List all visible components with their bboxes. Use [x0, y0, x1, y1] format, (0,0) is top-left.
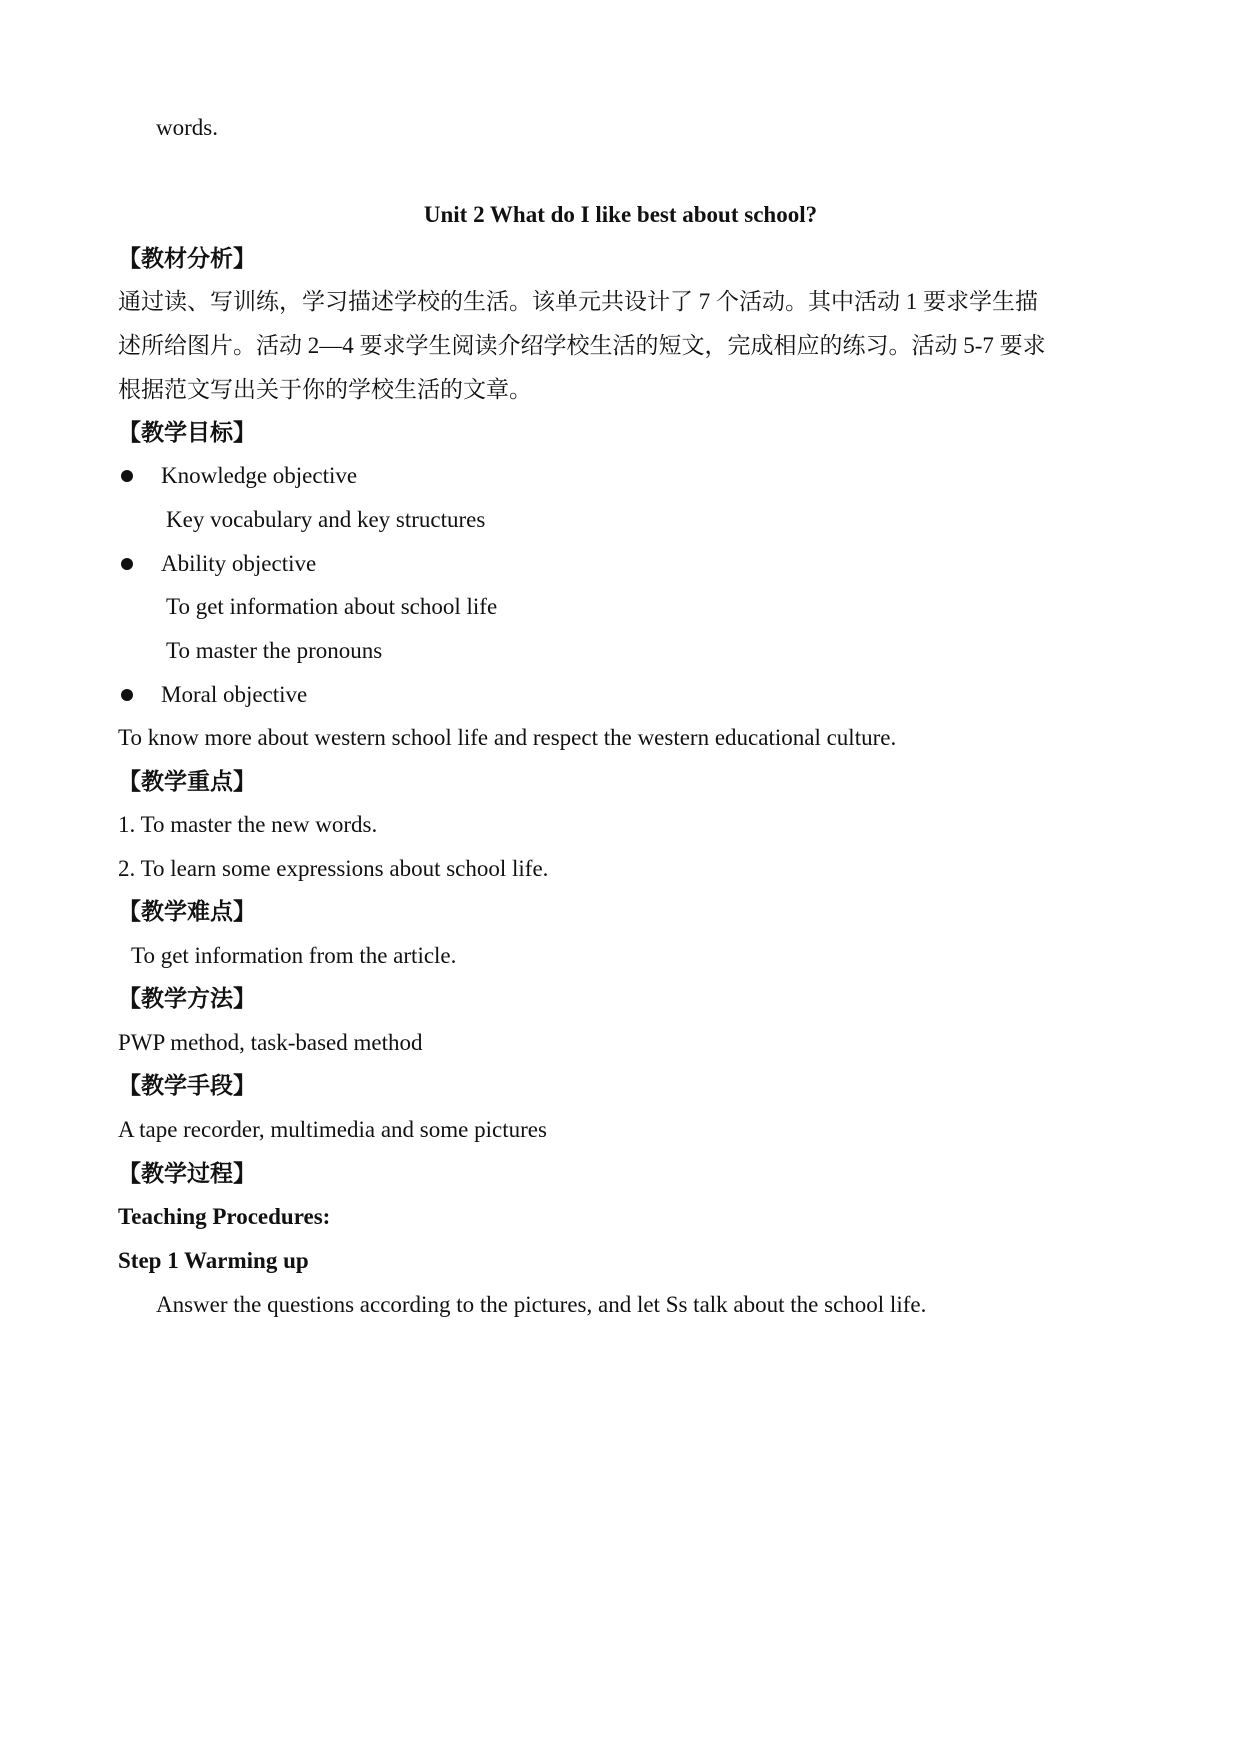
objective-ability-item-1: To get information about school life	[166, 594, 498, 619]
objective-moral-text: To know more about western school life and respect the western educational culture.	[118, 725, 897, 750]
bullet-icon	[121, 558, 133, 570]
key-point-1: 1. To master the new words.	[118, 812, 378, 837]
bullet-icon	[121, 689, 133, 701]
difficult-point-text: To get information from the article.	[131, 943, 457, 968]
section-heading-methods: 【教学方法】	[118, 985, 256, 1012]
analysis-line-1: 通过读、写训练，学习描述学校的生活。该单元共设计了 7 个活动。其中活动 1 要求学生描	[118, 289, 1038, 314]
step1-text: Answer the questions according to the pictures, and let Ss talk about the school life.	[156, 1292, 927, 1317]
section-heading-difficult-points: 【教学难点】	[118, 898, 256, 925]
step1-label: Step 1 Warming up	[118, 1248, 309, 1273]
section-heading-objectives: 【教学目标】	[118, 419, 256, 446]
section-heading-process: 【教学过程】	[118, 1160, 256, 1187]
objective-ability-label: Ability objective	[161, 551, 317, 576]
aids-text: A tape recorder, multimedia and some pictures	[118, 1117, 547, 1142]
section-heading-key-points: 【教学重点】	[118, 768, 256, 795]
objective-ability-item-2: To master the pronouns	[166, 638, 383, 663]
bullet-icon	[121, 470, 133, 482]
methods-text: PWP method, task-based method	[118, 1030, 423, 1055]
objective-knowledge-item: Key vocabulary and key structures	[166, 507, 486, 532]
key-point-2: 2. To learn some expressions about school life.	[118, 856, 549, 881]
analysis-line-2: 述所给图片。活动 2—4 要求学生阅读介绍学校生活的短文，完成相应的练习。活动 5-7 要求	[118, 333, 1046, 358]
section-heading-aids: 【教学手段】	[118, 1072, 256, 1099]
objective-knowledge-label: Knowledge objective	[161, 463, 358, 488]
objective-moral-label: Moral objective	[161, 682, 308, 707]
analysis-line-3: 根据范文写出关于你的学校生活的文章。	[118, 377, 532, 402]
section-heading-analysis: 【教材分析】	[118, 245, 256, 272]
unit-title: Unit 2 What do I like best about school?	[423, 202, 818, 227]
continuation-text: words.	[156, 115, 218, 140]
procedures-label: Teaching Procedures:	[118, 1204, 331, 1229]
